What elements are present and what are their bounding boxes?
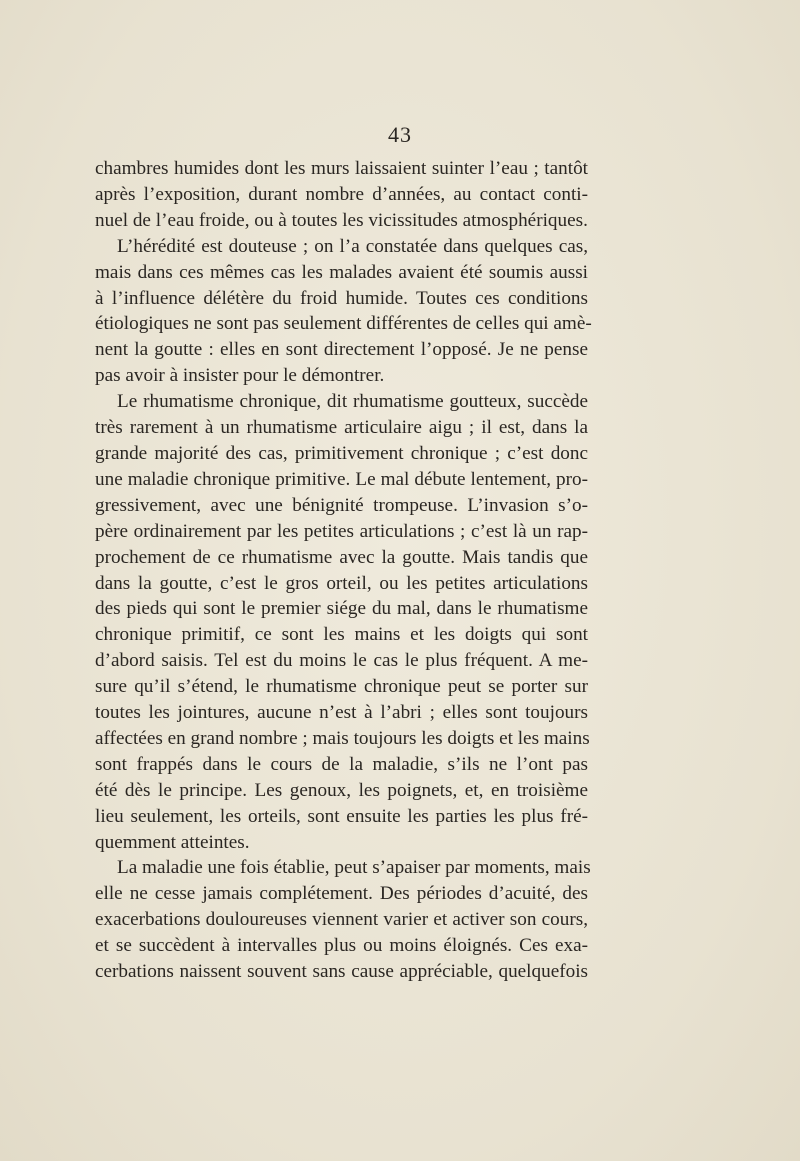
text-line: chronique primitif, ce sont les mains et les doigts qui sont [95,624,588,646]
text-line: La maladie une fois établie, peut s’apaiser par moments, mais [117,857,591,879]
text-line: prochement de ce rhumatisme avec la goutte. Mais tandis que [95,546,588,568]
paragraph [95,234,592,389]
text-line: toutes les jointures, aucune n’est à l’abri ; elles sont toujours [95,702,588,724]
text-line: sont frappés dans le cours de la maladie, s’ils ne l’ont pas [95,753,588,775]
body-text [95,156,592,985]
text-line: très rarement à un rhumatisme articulaire aigu ; il est, dans la [95,417,588,439]
text-line: Le rhumatisme chronique, dit rhumatisme goutteux, succède [117,391,588,413]
text-line: sure qu’il s’étend, le rhumatisme chronique peut se porter sur [95,676,588,698]
text-line: d’abord saisis. Tel est du moins le cas le plus fréquent. A me- [95,650,588,672]
text-line: une maladie chronique primitive. Le mal débute lentement, pro- [95,468,588,490]
page-number: 43 [388,122,412,147]
text-line: dans la goutte, c’est le gros orteil, ou les petites articulations [95,572,588,594]
text-line: exacerbations douloureuses viennent varier et activer son cours, [95,909,588,931]
text-line: chambres humides dont les murs laissaient suinter l’eau ; tantôt [95,158,588,179]
text-line: grande majorité des cas, primitivement chronique ; c’est donc [95,442,588,464]
text-line: L’hérédité est douteuse ; on l’a constatée dans quelques cas, [117,235,588,257]
paragraph [95,389,588,855]
text-line: elle ne cesse jamais complétement. Des périodes d’acuité, des [95,883,588,905]
text-line: nent la goutte : elles en sont directement l’opposé. Je ne pense [95,339,588,361]
text-line: étiologiques ne sont pas seulement différentes de celles qui amè- [95,313,592,335]
paragraph [95,855,591,985]
paragraph [95,156,588,234]
text-line: des pieds qui sont le premier siége du mal, dans le rhumatisme [95,598,588,620]
text-line: affectées en grand nombre ; mais toujours les doigts et les mains [95,727,590,749]
text-line: à l’influence délétère du froid humide. Toutes ces conditions [95,287,588,309]
text-line: gressivement, avec une bénignité trompeuse. L’invasion s’o- [95,494,588,516]
text-line: pas avoir à insister pour le démontrer. [95,365,385,387]
text-line: père ordinairement par les petites articulations ; c’est là un rap- [95,520,588,542]
text-line: lieu seulement, les orteils, sont ensuite les parties les plus fré- [95,805,588,827]
text-line: et se succèdent à intervalles plus ou moins éloignés. Ces exa- [95,935,588,957]
text-line: mais dans ces mêmes cas les malades avaient été soumis aussi [95,261,588,283]
text-line: nuel de l’eau froide, ou à toutes les vicissitudes atmosphériques. [95,209,588,231]
text-line: après l’exposition, durant nombre d’années, au contact conti- [95,183,588,205]
text-line: été dès le principe. Les genoux, les poignets, et, en troisième [95,779,588,801]
text-line: cerbations naissent souvent sans cause appréciable, quelquefois [95,961,588,983]
text-line: quemment atteintes. [95,831,250,853]
